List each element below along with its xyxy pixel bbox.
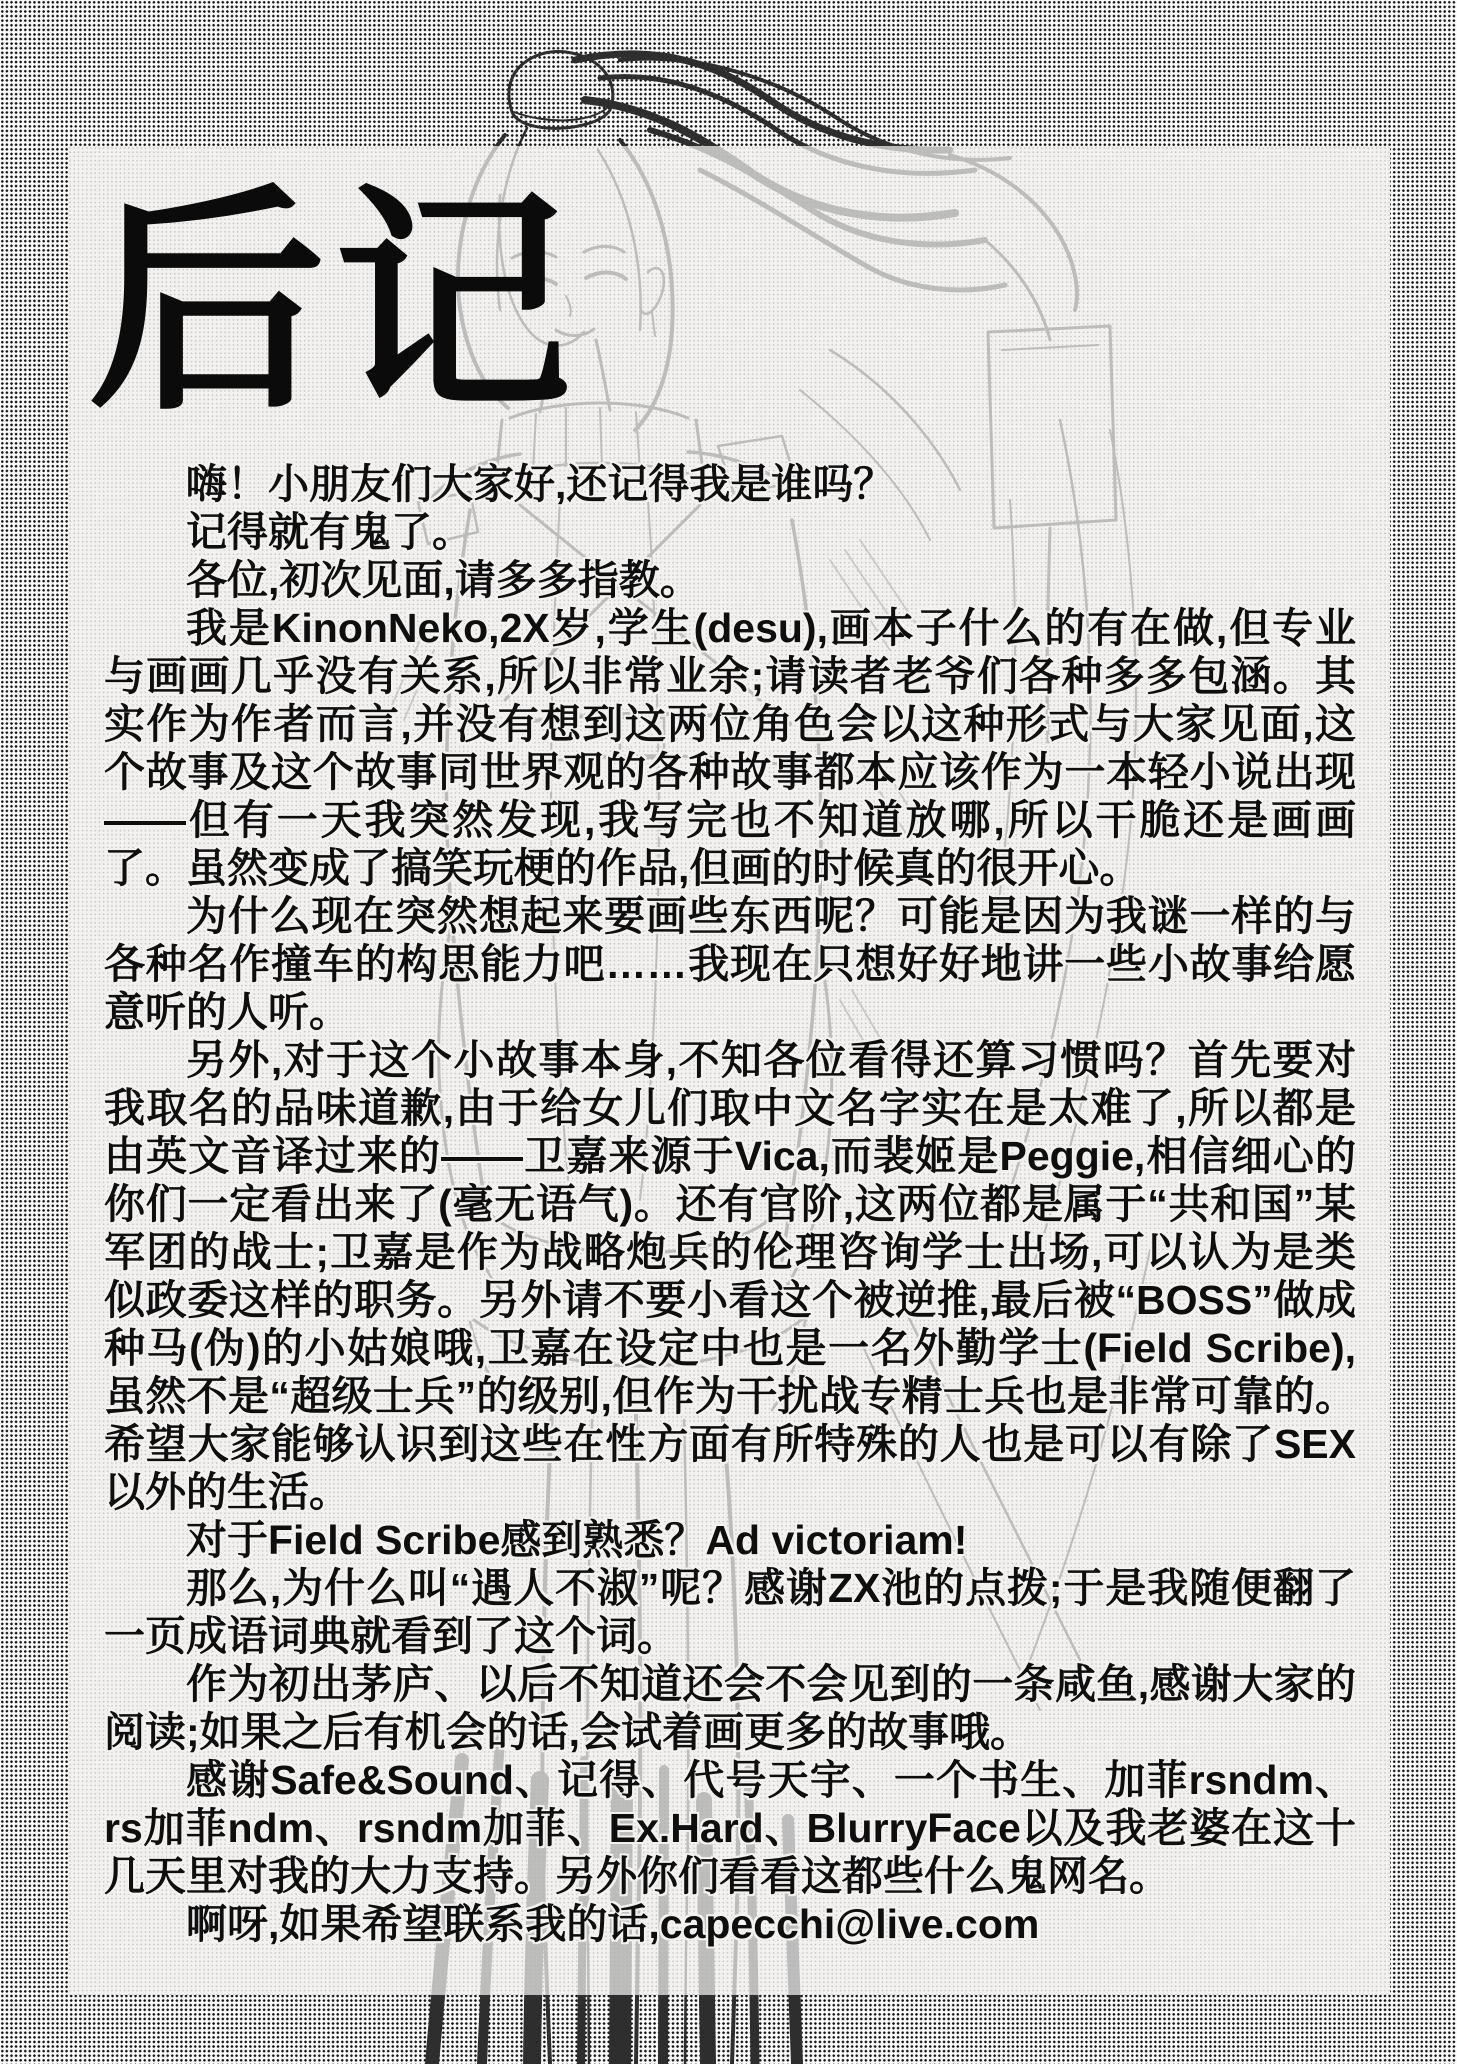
paragraph: 对于Field Scribe感到熟悉？Ad victoriam! (186, 1517, 968, 1563)
paragraph: 那么,为什么叫“遇人不淑”呢？感谢ZX池的点拨;于是我随便翻了一页成语词典就看到了这个词。 (104, 1565, 1356, 1659)
paragraph: 我是KinonNeko,2X岁,学生(desu),画本子什么的有在做,但专业与画画几乎没有关系,所以非常业余;请读者老爷们各种多多包涵。其实作为作者而言,并没有想到这两位角色会以这种形式与大家见面,这个故事及这个故事同世界观的各种故事都本应该作为一本轻小说出现——但有一天我突然发现,我写完也不知道放哪,所以干脆还是画画了。虽然变成了搞笑玩梗的作品,但画的时候真的很开心。 (104, 605, 1356, 891)
page-title: 后记 (88, 172, 580, 437)
paragraph: 另外,对于这个小故事本身,不知各位看得还算习惯吗？首先要对我取名的品味道歉,由于给女儿们取中文名字实在是太难了,所以都是由英文音译过来的——卫嘉来源于Vica,而裴姬是Peggie,相信细心的你们一定看出来了(毫无语气)。还有官阶,这两位都是属于“共和国”某军团的战士;卫嘉是作为战略炮兵的伦理咨询学士出场,可以认为是类似政委这样的职务。另外请不要小看这个被逆推,最后被“BOSS”做成种马(伪)的小姑娘哦,卫嘉在设定中也是一名外勤学士(Field Scribe),虽然不是“超级士兵”的级别,但作为干扰战专精士兵也是非常可靠的。希望大家能够认识到这些在性方面有所特殊的人也是可以有除了SEX以外的生活。 (104, 1037, 1356, 1515)
paragraph: 各位,初次见面,请多多指教。 (186, 557, 701, 603)
afterword-text (104, 460, 1356, 1948)
paragraph: 为什么现在突然想起来要画些东西呢？可能是因为我谜一样的与各种名作撞车的构思能力吧……我现在只想好好地讲一些小故事给愿意听的人听。 (104, 893, 1356, 1035)
paragraph-contact-email: 啊呀,如果希望联系我的话,capecchi@live.com (186, 1901, 1040, 1947)
paragraph: 作为初出茅庐、以后不知道还会不会见到的一条咸鱼,感谢大家的阅读;如果之后有机会的话,会试着画更多的故事哦。 (104, 1661, 1356, 1755)
paragraph: 嗨！小朋友们大家好,还记得我是谁吗？ (186, 461, 895, 507)
paragraph: 感谢Safe&Sound、记得、代号天宇、一个书生、加菲rsndm、rs加菲ndm、rsndm加菲、Ex.Hard、BlurryFace以及我老婆在这十几天里对我的大力支持。另外你们看看这都些什么鬼网名。 (104, 1757, 1356, 1899)
afterword-content (68, 146, 1390, 1995)
paragraph: 记得就有鬼了。 (186, 509, 473, 555)
